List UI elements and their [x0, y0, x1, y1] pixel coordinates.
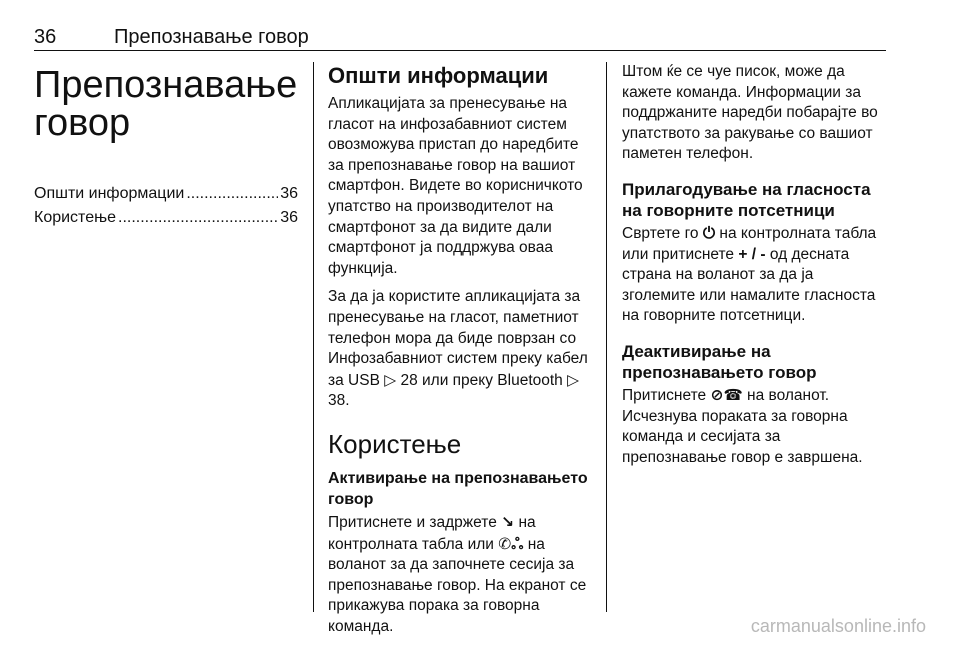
column-divider-2: [606, 62, 607, 612]
toc-item-label: Општи информации: [34, 185, 185, 202]
paragraph-deactivate: [622, 385, 888, 468]
paragraph-command: Штом ќе се чуе писок, може да кажете команда. Информации за поддржаните наредби побарајте во упатството за ракување со вашиот паметен телефон.: [622, 63, 878, 163]
paragraph-connection: [328, 287, 594, 412]
mute-hangup-icon: ⊘☎: [710, 385, 743, 404]
toc-leader-dots: [186, 182, 278, 206]
voice-phone-icon: ✆ஃ: [498, 534, 524, 553]
subsection-title-deactivate: Деактивирање на препознавањето говор: [622, 341, 817, 382]
text-fragment: За да ја користите апликацијата за пренесување на гласот, паметниот телефон мора да биде поврзан со Инфозабавниот систем преку кабел за USB: [328, 288, 588, 389]
text-fragment: 38.: [328, 392, 350, 410]
text-fragment: на контролната табла или притиснете: [622, 224, 877, 263]
text-fragment: Свртете го: [622, 224, 703, 242]
subsection-title-activate: Активирање на препознавањето говор: [328, 469, 588, 508]
page-number: 36: [34, 26, 57, 48]
text-fragment: на воланот за да започнете сесија за препознавање говор. На екранот се прикажува порака за говорна команда.: [328, 535, 587, 635]
column-divider-1: [313, 62, 314, 612]
page-header: [34, 26, 886, 50]
text-fragment: 28 или преку Bluetooth: [396, 371, 568, 389]
text-fragment: од десната страна на воланот за да ја зголемите или намалите гласноста на говорните потсетници.: [622, 245, 876, 325]
toc-item-page: 36: [280, 185, 298, 202]
section-title-usage: Користење: [328, 428, 462, 459]
text-fragment: Притиснете и задржете: [328, 513, 502, 531]
phone-icon: ↘: [501, 512, 515, 531]
chapter-title: Препознавање говор: [34, 64, 298, 144]
toc-item-general[interactable]: [34, 182, 298, 206]
column-toc: [34, 62, 298, 230]
toc-item-usage[interactable]: [34, 206, 298, 230]
text-fragment: Притиснете: [622, 386, 711, 404]
text-fragment: на контролната табла или: [328, 513, 536, 553]
column-main: [328, 62, 594, 645]
running-title: Препознавање говор: [114, 26, 309, 48]
text-fragment: на воланот. Исчезнува поракатa за говорна команда и сесијата за препознавање говор е завршена.: [622, 386, 863, 466]
column-right: [622, 62, 888, 476]
subsection-title-volume: Прилагодување на гласноста на говорните потсетници: [622, 179, 871, 220]
header-rule: [34, 50, 886, 51]
toc-item-page: 36: [280, 209, 298, 226]
watermark: carmanualsonline.info: [750, 616, 926, 636]
toc-leader-dots: [118, 206, 278, 230]
volume-keys: + / -: [738, 245, 766, 263]
section-title-general: Општи информации: [328, 63, 549, 88]
reference-arrow-icon: ▷: [384, 370, 397, 389]
reference-arrow-icon: ▷: [567, 370, 580, 389]
paragraph-volume: [622, 223, 888, 327]
paragraph-activate: [328, 512, 594, 638]
toc-item-label: Користење: [34, 209, 116, 226]
paragraph-intro: Апликацијата за пренесување на гласот на инфозабавниот систем овозможува пристап до наредбите за препознавање говор на вашиот смартфон. Видете во корисничкото упатство на производителот на смартфонот за да видите дали смартфонот ја поддржува оваа функција.: [328, 95, 583, 277]
power-knob-icon: ⏻: [702, 223, 716, 242]
